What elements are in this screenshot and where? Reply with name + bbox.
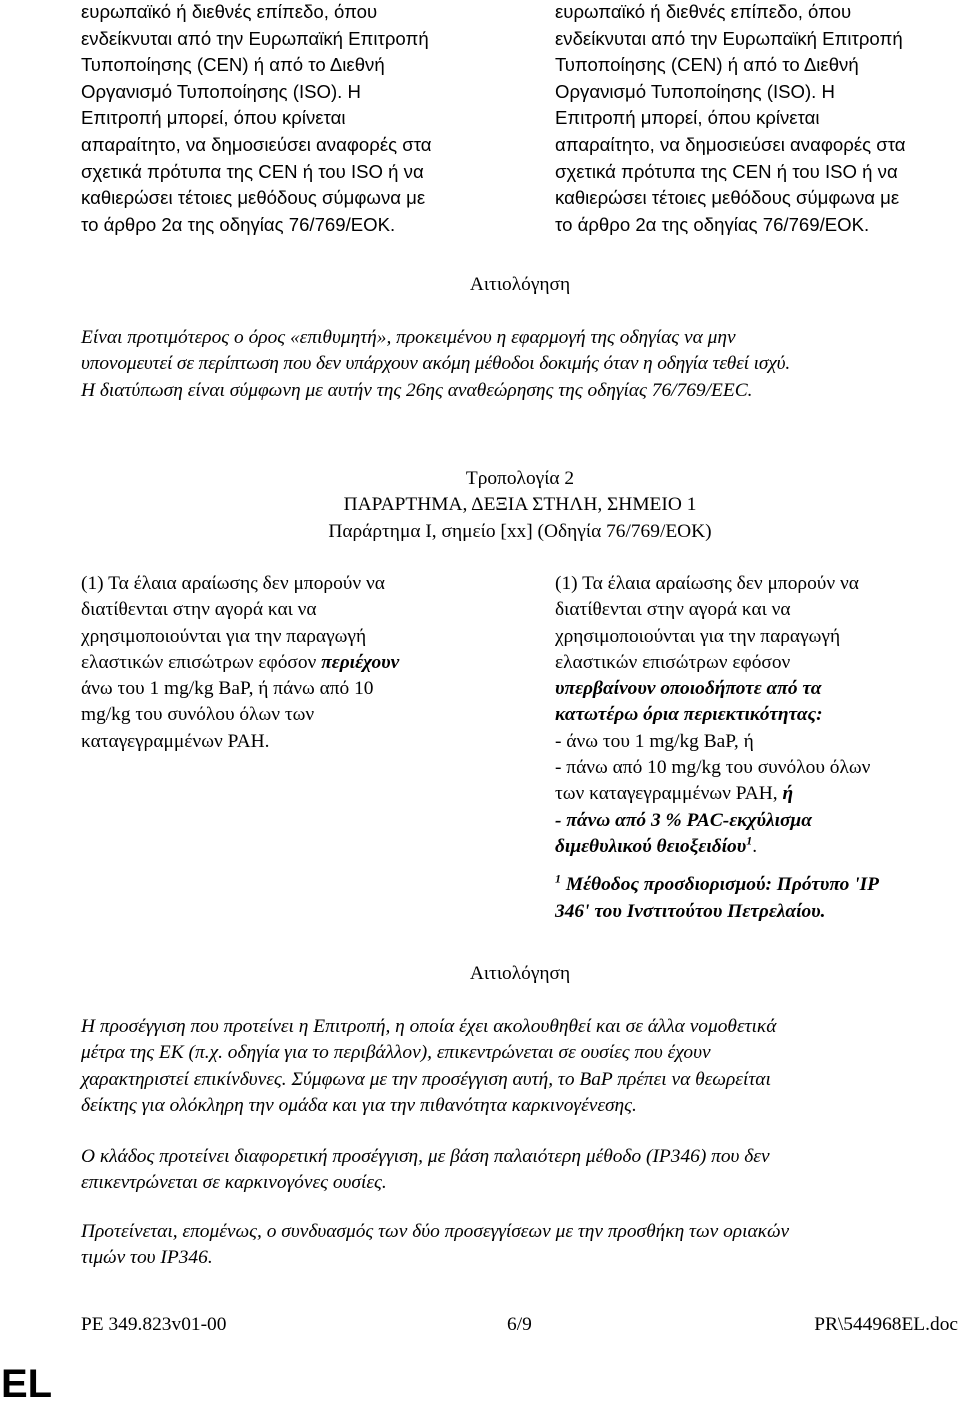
justification-paragraph-1 xyxy=(81,1014,951,1119)
text-line: ενδείκνυται από την Ευρωπαϊκή Επιτροπή xyxy=(81,27,429,49)
amendment-title: Τροπολογία 2 xyxy=(465,468,575,489)
text-line: το άρθρο 2α της οδηγίας 76/769/ΕΟΚ. xyxy=(555,213,870,235)
footnote-number: 1 xyxy=(555,871,561,886)
text-line: υπονομευτεί σε περίπτωση που δεν υπάρχουν ακόμη μέθοδοι δοκιμής όταν η οδηγία τεθεί ισχύ. xyxy=(81,353,791,375)
text-fragment: . xyxy=(752,835,758,857)
text-line: - άνω του 1 mg/kg BaP, ή xyxy=(555,730,754,752)
text-line xyxy=(555,781,955,807)
text-line: Οργανισμό Τυποποίησης (ISO). Η xyxy=(81,80,361,102)
text-line: μέτρα της ΕΚ (π.χ. οδηγία για το περιβάλλον), επικεντρώνεται σε ουσίες που έχουν xyxy=(81,1042,711,1064)
text-line: Είναι προτιμότερος ο όρος «επιθυμητή», προκειμένου η εφαρμογή της οδηγίας να μην xyxy=(81,327,736,348)
text-line: 346' του Ινστιτούτου Πετρελαίου. xyxy=(555,900,826,922)
amendment-reference: Παράρτημα Ι, σημείο [xx] (Οδηγία 76/769/ΕΟΚ) xyxy=(328,520,712,542)
footer-reference: PE 349.823v01-00 xyxy=(81,1314,227,1335)
text-line: ευρωπαϊκό ή διεθνές επίπεδο, όπου xyxy=(81,1,378,22)
text-line: Επιτροπή μπορεί, όπου κρίνεται xyxy=(555,107,820,129)
emphasis-text: ή xyxy=(782,783,794,805)
text-line: δείκτης για ολόκληρη την ομάδα και για την πιθανότητα καρκινογένεσης. xyxy=(81,1094,637,1116)
text-line xyxy=(555,872,955,898)
emphasis-text: περιέχουν xyxy=(321,651,400,673)
text-line: άνω του 1 mg/kg BaP, ή πάνω από 10 xyxy=(81,678,374,700)
amendment-subtitle: ΠΑΡΑΡΤΗΜΑ, ΔΕΞΙΑ ΣΤΗΛΗ, ΣΗΜΕΙΟ 1 xyxy=(343,494,697,516)
text-line: ενδείκνυται από την Ευρωπαϊκή Επιτροπή xyxy=(555,27,903,49)
text-line: χρησιμοποιούνται για την παραγωγή xyxy=(555,625,841,647)
text-line: Τυποποίησης (CEN) ή από το Διεθνή xyxy=(81,54,385,76)
text-line: Προτείνεται, επομένως, ο συνδυασμός των δύο προσεγγίσεων με την προσθήκη των οριακών xyxy=(81,1221,790,1242)
text-line: χρησιμοποιούνται για την παραγωγή xyxy=(81,625,367,647)
top-left-column xyxy=(81,0,501,238)
text-line: (1) Τα έλαια αραίωσης δεν μπορούν να xyxy=(555,573,859,594)
text-line: mg/kg του συνόλου όλων των xyxy=(81,704,315,726)
text-line: το άρθρο 2α της οδηγίας 76/769/ΕΟΚ. xyxy=(81,213,396,235)
text-line xyxy=(81,650,501,676)
justification-paragraph-2 xyxy=(81,1144,951,1197)
amendment-left-column xyxy=(81,571,501,755)
text-line: υπερβαίνουν οποιοδήποτε από τα xyxy=(555,678,822,700)
top-right-column xyxy=(555,0,955,238)
text-line: Τυποποίησης (CEN) ή από το Διεθνή xyxy=(555,54,859,76)
amendment-header xyxy=(0,466,960,545)
text-line: καταγεγραμμένων PAH. xyxy=(81,730,270,752)
justification-text xyxy=(81,325,951,404)
footnote xyxy=(555,872,955,925)
emphasis-text: διμεθυλικού θειοξειδίου xyxy=(555,835,747,857)
footer-filename: PR\544968EL.doc xyxy=(814,1314,958,1335)
text-line: Η προσέγγιση που προτείνει η Επιτροπή, η οποία έχει ακολουθηθεί και σε άλλα νομοθετικά xyxy=(81,1016,777,1037)
text-line: επικεντρώνεται σε καρκινογόνες ουσίες. xyxy=(81,1172,387,1194)
text-line: Η διατύπωση είναι σύμφωνη με αυτήν της 26ης αναθεώρησης της οδηγίας 76/769/ΕΕC. xyxy=(81,379,753,401)
text-line: καθιερώσει τέτοιες μεθόδους σύμφωνα με xyxy=(81,187,426,209)
text-line: καθιερώσει τέτοιες μεθόδους σύμφωνα με xyxy=(555,187,900,209)
text-line: Επιτροπή μπορεί, όπου κρίνεται xyxy=(81,107,346,129)
text-line: κατωτέρω όρια περιεκτικότητας: xyxy=(555,704,823,726)
justification-paragraph-3 xyxy=(81,1219,951,1272)
text-line: διατίθενται στην αγορά και να xyxy=(81,599,317,621)
text-fragment: ελαστικών επισώτρων εφόσον xyxy=(81,651,322,673)
text-line: απαραίτητο, να δημοσιεύσει αναφορές στα xyxy=(555,133,906,155)
text-line: ελαστικών επισώτρων εφόσον xyxy=(555,651,791,673)
amendment-right-column xyxy=(555,571,955,925)
text-line: Ο κλάδος προτείνει διαφορετική προσέγγιση, με βάση παλαιότερη μέθοδο (IP346) που δεν xyxy=(81,1146,770,1167)
text-line: Οργανισμό Τυποποίησης (ISO). Η xyxy=(555,80,835,102)
text-line: διατίθενται στην αγορά και να xyxy=(555,599,791,621)
justification-heading: Αιτιολόγηση xyxy=(469,963,571,984)
language-code: EL xyxy=(1,1362,53,1406)
footnote-marker: 1 xyxy=(746,833,753,848)
text-line: απαραίτητο, να δημοσιεύσει αναφορές στα xyxy=(81,133,432,155)
text-line: σχετικά πρότυπα της CEN ή του ISO ή να xyxy=(555,160,898,182)
text-line: χαρακτηριστεί επικίνδυνες. Σύμφωνα με την προσέγγιση αυτή, το BaP πρέπει να θεωρείται xyxy=(81,1068,771,1090)
text-fragment: των καταγεγραμμένων PAH, xyxy=(555,783,783,805)
text-line: ευρωπαϊκό ή διεθνές επίπεδο, όπου xyxy=(555,1,852,22)
footer-page-number: 6/9 xyxy=(507,1314,532,1335)
text-line: - πάνω από 3 % PAC-εκχύλισμα xyxy=(555,809,812,831)
justification-heading: Αιτιολόγηση xyxy=(469,274,571,295)
text-line: - πάνω από 10 mg/kg του συνόλου όλων xyxy=(555,757,871,779)
text-line: τιμών του IP346. xyxy=(81,1247,213,1269)
text-fragment: Μέθοδος προσδιορισμού: Πρότυπο 'IP xyxy=(561,874,879,896)
text-line: σχετικά πρότυπα της CEN ή του ISO ή να xyxy=(81,160,424,182)
text-line xyxy=(555,834,955,860)
text-line: (1) Τα έλαια αραίωσης δεν μπορούν να xyxy=(81,573,385,594)
